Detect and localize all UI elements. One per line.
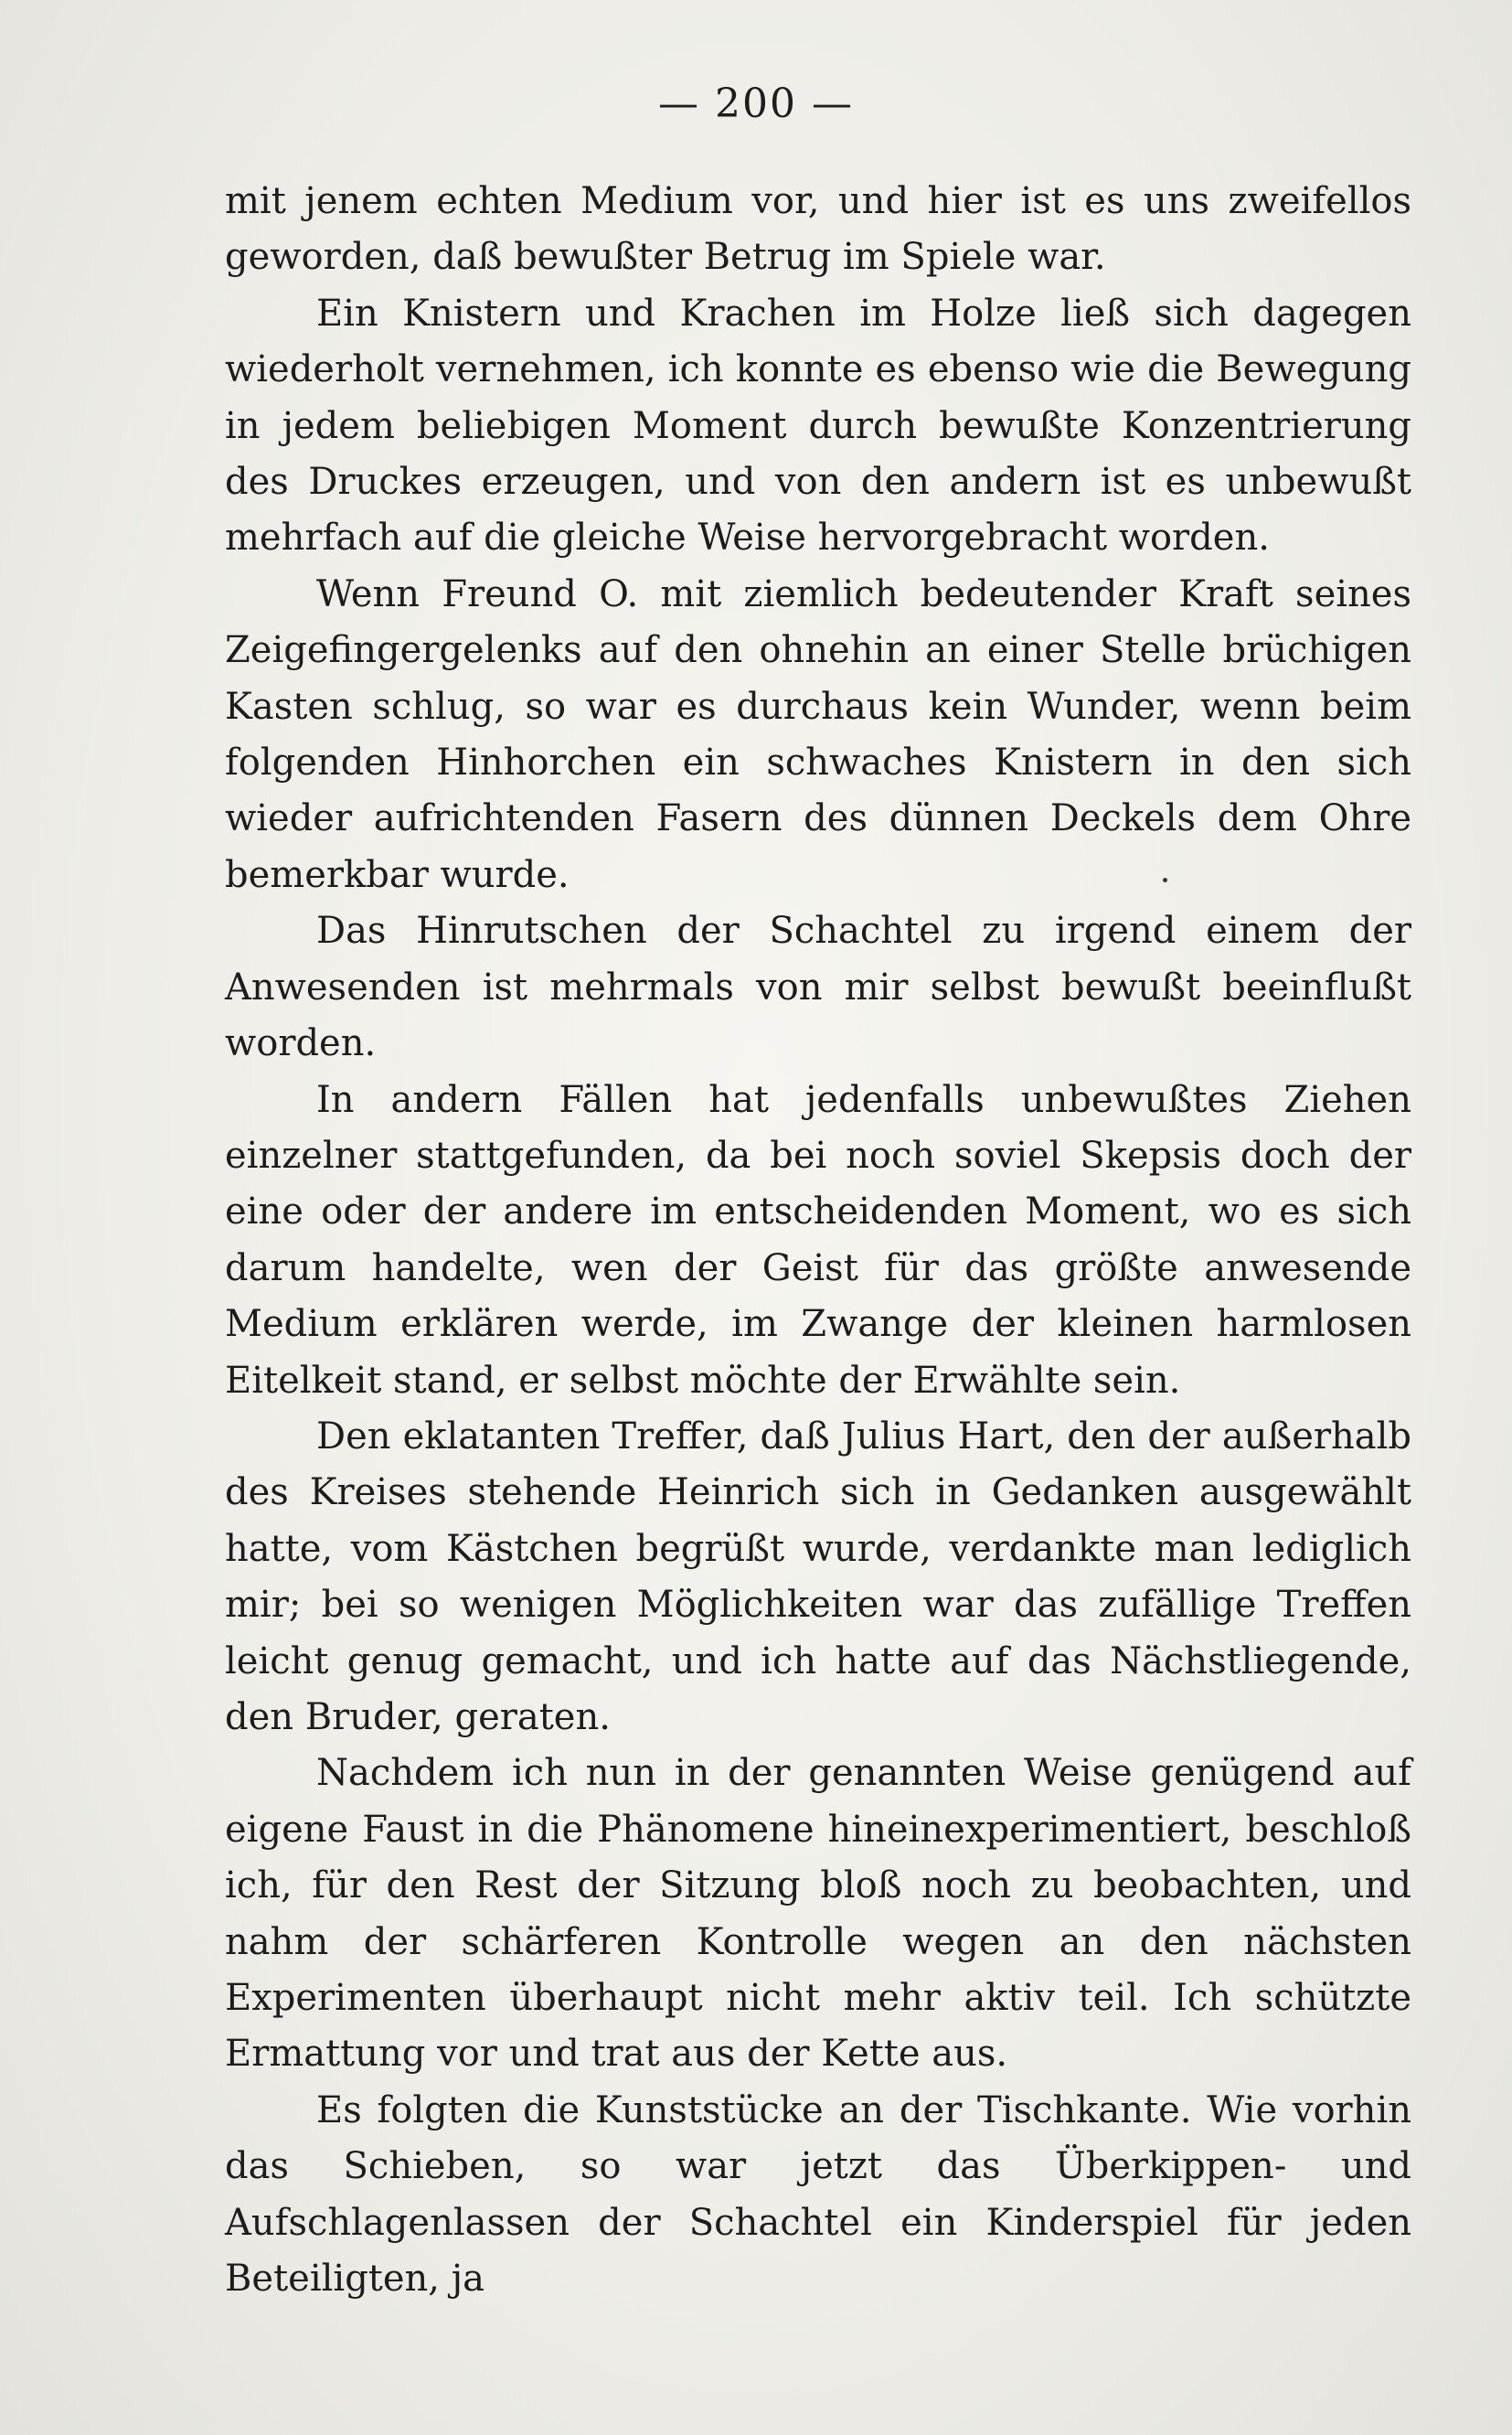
- paragraph: Nachdem ich nun in der genannten Weise genügend auf eigene Faust in die Phänomene hineinexperimentiert, beschloß ich, für den Rest der Sitzung bloß noch zu beobachten, und nahm der schärferen Kontrolle wegen an den nächsten Experimenten überhaupt nicht mehr aktiv teil. Ich schützte Ermattung vor und trat aus der Kette aus.: [225, 1752, 1411, 2076]
- paragraph: In andern Fällen hat jedenfalls unbewußtes Ziehen einzelner stattgefunden, da bei noch soviel Skepsis doch der eine oder der andere im entscheidenden Moment, wo es sich darum handelte, wen der Geist für das größte anwesende Medium erklären werde, im Zwange der kleinen harmlosen Eitelkeit stand, er selbst möchte der Erwählte sein.: [225, 1078, 1411, 1402]
- paragraph: Es folgten die Kunststücke an der Tischkante. Wie vorhin das Schieben, so war jetzt das Überkippen- und Aufschlagenlassen der Schachtel ein Kinderspiel für jeden Beteiligten, ja: [225, 2088, 1411, 2301]
- page-body: [225, 174, 1411, 2307]
- paragraph: Den eklatanten Treffer, daß Julius Hart, den der außerhalb des Kreises stehende Heinrich sich in Gedanken ausgewählt hatte, vom Kästchen begrüßt wurde, verdankte man lediglich mir; bei so wenigen Möglichkeiten war das zufällige Treffen leicht genug gemacht, und ich hatte auf das Nächstliegende, den Bruder, geraten.: [225, 1415, 1411, 1738]
- page-number: — 200 —: [658, 80, 854, 127]
- paragraph: Das Hinrutschen der Schachtel zu irgend einem der Anwesenden ist mehrmals von mir selbst bewußt beeinflußt worden.: [225, 910, 1411, 1065]
- paragraph: mit jenem echten Medium vor, und hier ist es uns zweifellos geworden, daß bewußter Betrug im Spiele war.: [225, 180, 1411, 279]
- paragraph: Ein Knistern und Krachen im Holze ließ sich dagegen wiederholt vernehmen, ich konnte es ebenso wie die Bewegung in jedem beliebigen Moment durch bewußte Konzentrierung des Druckes erzeugen, und von den andern ist es unbewußt mehrfach auf die gleiche Weise hervorgebracht worden.: [225, 292, 1411, 560]
- print-speck: [1163, 878, 1167, 882]
- paragraph: Wenn Freund O. mit ziemlich bedeutender Kraft seines Zeigefingergelenks auf den ohnehin an einer Stelle brüchigen Kasten schlug, so war es durchaus kein Wunder, wenn beim folgenden Hinhorchen ein schwaches Knistern in den sich wieder aufrichtenden Fasern des dünnen Deckels dem Ohre bemerkbar wurde.: [225, 572, 1411, 896]
